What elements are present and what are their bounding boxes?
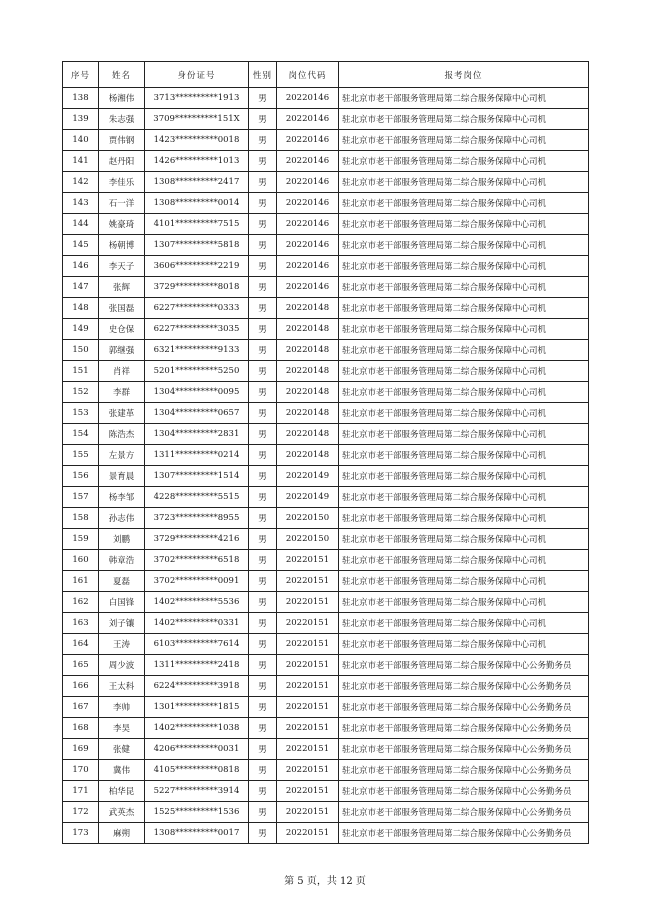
- cell-seq: 168: [63, 718, 99, 739]
- cell-seq: 154: [63, 424, 99, 445]
- cell-name: 刘鹏: [99, 529, 145, 550]
- cell-position: 驻北京市老干部服务管理局第二综合服务保障中心公务勤务员: [339, 760, 589, 781]
- cell-id-number: 1402**********1038: [145, 718, 249, 739]
- cell-position: 驻北京市老干部服务管理局第二综合服务保障中心司机: [339, 403, 589, 424]
- cell-id-number: 4206**********0031: [145, 739, 249, 760]
- cell-seq: 165: [63, 655, 99, 676]
- table-row: [63, 361, 589, 382]
- cell-position-code: 20220146: [277, 109, 339, 130]
- cell-name: 陈浩杰: [99, 424, 145, 445]
- cell-name: 杨湘伟: [99, 88, 145, 109]
- cell-gender: 男: [249, 760, 277, 781]
- cell-position-code: 20220150: [277, 529, 339, 550]
- cell-seq: 156: [63, 466, 99, 487]
- cell-position: 驻北京市老干部服务管理局第二综合服务保障中心司机: [339, 340, 589, 361]
- cell-id-number: 1304**********2831: [145, 424, 249, 445]
- applicant-table: [62, 61, 589, 844]
- table-row: [63, 298, 589, 319]
- cell-position: 驻北京市老干部服务管理局第二综合服务保障中心公务勤务员: [339, 697, 589, 718]
- cell-name: 张建革: [99, 403, 145, 424]
- cell-seq: 171: [63, 781, 99, 802]
- cell-gender: 男: [249, 319, 277, 340]
- cell-seq: 138: [63, 88, 99, 109]
- cell-gender: 男: [249, 214, 277, 235]
- cell-position-code: 20220148: [277, 403, 339, 424]
- cell-position-code: 20220148: [277, 298, 339, 319]
- cell-seq: 167: [63, 697, 99, 718]
- cell-name: 张健: [99, 739, 145, 760]
- cell-position-code: 20220151: [277, 592, 339, 613]
- cell-id-number: 6321**********9133: [145, 340, 249, 361]
- table-row: [63, 571, 589, 592]
- cell-gender: 男: [249, 235, 277, 256]
- cell-position-code: 20220151: [277, 781, 339, 802]
- cell-gender: 男: [249, 445, 277, 466]
- cell-id-number: 5227**********3914: [145, 781, 249, 802]
- table-row: [63, 151, 589, 172]
- cell-id-number: 1307**********5818: [145, 235, 249, 256]
- table-row: [63, 424, 589, 445]
- table-row: [63, 319, 589, 340]
- table-row: [63, 823, 589, 844]
- table-row: [63, 340, 589, 361]
- cell-gender: 男: [249, 781, 277, 802]
- cell-position: 驻北京市老干部服务管理局第二综合服务保障中心司机: [339, 592, 589, 613]
- table-row: [63, 550, 589, 571]
- cell-seq: 160: [63, 550, 99, 571]
- cell-position-code: 20220148: [277, 382, 339, 403]
- cell-position: 驻北京市老干部服务管理局第二综合服务保障中心司机: [339, 466, 589, 487]
- table-row: [63, 697, 589, 718]
- cell-id-number: 3702**********0091: [145, 571, 249, 592]
- cell-gender: 男: [249, 88, 277, 109]
- cell-gender: 男: [249, 823, 277, 844]
- cell-gender: 男: [249, 361, 277, 382]
- cell-name: 白国锋: [99, 592, 145, 613]
- cell-seq: 153: [63, 403, 99, 424]
- cell-position: 驻北京市老干部服务管理局第二综合服务保障中心司机: [339, 193, 589, 214]
- cell-gender: 男: [249, 193, 277, 214]
- cell-position-code: 20220148: [277, 319, 339, 340]
- cell-gender: 男: [249, 655, 277, 676]
- cell-position-code: 20220151: [277, 739, 339, 760]
- cell-id-number: 1304**********0657: [145, 403, 249, 424]
- cell-name: 左景方: [99, 445, 145, 466]
- cell-name: 韩章浩: [99, 550, 145, 571]
- cell-gender: 男: [249, 151, 277, 172]
- cell-name: 王太科: [99, 676, 145, 697]
- cell-position: 驻北京市老干部服务管理局第二综合服务保障中心司机: [339, 277, 589, 298]
- cell-position-code: 20220148: [277, 445, 339, 466]
- cell-position-code: 20220151: [277, 613, 339, 634]
- cell-id-number: 1308**********0014: [145, 193, 249, 214]
- table-header-row: [63, 62, 589, 88]
- cell-position-code: 20220146: [277, 193, 339, 214]
- cell-position-code: 20220151: [277, 718, 339, 739]
- cell-name: 景育晨: [99, 466, 145, 487]
- cell-seq: 170: [63, 760, 99, 781]
- table-row: [63, 634, 589, 655]
- cell-gender: 男: [249, 802, 277, 823]
- cell-id-number: 1308**********2417: [145, 172, 249, 193]
- cell-id-number: 1311**********0214: [145, 445, 249, 466]
- cell-id-number: 3606**********2219: [145, 256, 249, 277]
- cell-seq: 150: [63, 340, 99, 361]
- cell-position: 驻北京市老干部服务管理局第二综合服务保障中心司机: [339, 613, 589, 634]
- header-seq: 序号: [63, 62, 99, 88]
- cell-name: 孙志伟: [99, 508, 145, 529]
- cell-gender: 男: [249, 529, 277, 550]
- cell-seq: 164: [63, 634, 99, 655]
- cell-gender: 男: [249, 592, 277, 613]
- cell-position-code: 20220146: [277, 88, 339, 109]
- header-gender: 性别: [249, 62, 277, 88]
- cell-position-code: 20220151: [277, 823, 339, 844]
- cell-id-number: 1311**********2418: [145, 655, 249, 676]
- cell-position-code: 20220146: [277, 130, 339, 151]
- cell-gender: 男: [249, 382, 277, 403]
- cell-id-number: 4228**********5515: [145, 487, 249, 508]
- table-row: [63, 88, 589, 109]
- cell-position-code: 20220146: [277, 214, 339, 235]
- header-name: 姓名: [99, 62, 145, 88]
- cell-seq: 146: [63, 256, 99, 277]
- cell-id-number: 1402**********0331: [145, 613, 249, 634]
- cell-position-code: 20220146: [277, 151, 339, 172]
- cell-gender: 男: [249, 424, 277, 445]
- cell-gender: 男: [249, 130, 277, 151]
- table-row: [63, 382, 589, 403]
- table-row: [63, 256, 589, 277]
- cell-position: 驻北京市老干部服务管理局第二综合服务保障中心司机: [339, 445, 589, 466]
- table-row: [63, 592, 589, 613]
- cell-gender: 男: [249, 613, 277, 634]
- cell-id-number: 6227**********3035: [145, 319, 249, 340]
- cell-position-code: 20220151: [277, 760, 339, 781]
- cell-gender: 男: [249, 256, 277, 277]
- cell-seq: 142: [63, 172, 99, 193]
- cell-seq: 144: [63, 214, 99, 235]
- table-row: [63, 193, 589, 214]
- cell-position-code: 20220151: [277, 802, 339, 823]
- cell-position: 驻北京市老干部服务管理局第二综合服务保障中心公务勤务员: [339, 676, 589, 697]
- cell-position: 驻北京市老干部服务管理局第二综合服务保障中心司机: [339, 235, 589, 256]
- table-row: [63, 235, 589, 256]
- cell-position: 驻北京市老干部服务管理局第二综合服务保障中心公务勤务员: [339, 718, 589, 739]
- table-row: [63, 529, 589, 550]
- cell-position: 驻北京市老干部服务管理局第二综合服务保障中心司机: [339, 109, 589, 130]
- cell-name: 史仓保: [99, 319, 145, 340]
- cell-gender: 男: [249, 739, 277, 760]
- cell-position: 驻北京市老干部服务管理局第二综合服务保障中心司机: [339, 361, 589, 382]
- cell-seq: 139: [63, 109, 99, 130]
- cell-position: 驻北京市老干部服务管理局第二综合服务保障中心司机: [339, 424, 589, 445]
- cell-position-code: 20220151: [277, 634, 339, 655]
- cell-position-code: 20220146: [277, 235, 339, 256]
- cell-id-number: 6227**********0333: [145, 298, 249, 319]
- cell-seq: 157: [63, 487, 99, 508]
- cell-position: 驻北京市老干部服务管理局第二综合服务保障中心司机: [339, 634, 589, 655]
- cell-seq: 169: [63, 739, 99, 760]
- table-body: [63, 88, 589, 844]
- cell-name: 张辉: [99, 277, 145, 298]
- cell-position: 驻北京市老干部服务管理局第二综合服务保障中心司机: [339, 151, 589, 172]
- page-footer: 第 5 页，共 12 页: [284, 876, 366, 887]
- cell-position-code: 20220146: [277, 256, 339, 277]
- cell-position: 驻北京市老干部服务管理局第二综合服务保障中心公务勤务员: [339, 739, 589, 760]
- cell-id-number: 3713**********1913: [145, 88, 249, 109]
- cell-name: 郭继强: [99, 340, 145, 361]
- cell-id-number: 1423**********0018: [145, 130, 249, 151]
- cell-position: 驻北京市老干部服务管理局第二综合服务保障中心公务勤务员: [339, 802, 589, 823]
- header-id-number: 身份证号: [145, 62, 249, 88]
- table-row: [63, 802, 589, 823]
- cell-position: 驻北京市老干部服务管理局第二综合服务保障中心司机: [339, 319, 589, 340]
- table-row: [63, 403, 589, 424]
- table-row: [63, 655, 589, 676]
- cell-position: 驻北京市老干部服务管理局第二综合服务保障中心司机: [339, 382, 589, 403]
- cell-seq: 152: [63, 382, 99, 403]
- cell-name: 张国磊: [99, 298, 145, 319]
- cell-seq: 161: [63, 571, 99, 592]
- cell-name: 麻朔: [99, 823, 145, 844]
- header-position: 报考岗位: [339, 62, 589, 88]
- cell-name: 周少波: [99, 655, 145, 676]
- cell-position-code: 20220149: [277, 466, 339, 487]
- cell-name: 杨朝博: [99, 235, 145, 256]
- table-row: [63, 466, 589, 487]
- cell-gender: 男: [249, 466, 277, 487]
- cell-position: 驻北京市老干部服务管理局第二综合服务保障中心司机: [339, 214, 589, 235]
- cell-name: 李佳乐: [99, 172, 145, 193]
- cell-seq: 140: [63, 130, 99, 151]
- cell-id-number: 6103**********7614: [145, 634, 249, 655]
- cell-name: 赵丹阳: [99, 151, 145, 172]
- table-row: [63, 508, 589, 529]
- cell-name: 杨李邹: [99, 487, 145, 508]
- cell-position: 驻北京市老干部服务管理局第二综合服务保障中心公务勤务员: [339, 823, 589, 844]
- cell-id-number: 5201**********5250: [145, 361, 249, 382]
- cell-id-number: 1402**********5536: [145, 592, 249, 613]
- cell-seq: 151: [63, 361, 99, 382]
- cell-name: 李群: [99, 382, 145, 403]
- cell-seq: 143: [63, 193, 99, 214]
- table-row: [63, 676, 589, 697]
- cell-name: 刘子镶: [99, 613, 145, 634]
- cell-name: 冀伟: [99, 760, 145, 781]
- cell-name: 夏磊: [99, 571, 145, 592]
- cell-seq: 172: [63, 802, 99, 823]
- cell-name: 武英杰: [99, 802, 145, 823]
- cell-id-number: 1308**********0017: [145, 823, 249, 844]
- cell-position: 驻北京市老干部服务管理局第二综合服务保障中心司机: [339, 298, 589, 319]
- cell-gender: 男: [249, 571, 277, 592]
- cell-name: 朱志强: [99, 109, 145, 130]
- cell-name: 李昊: [99, 718, 145, 739]
- cell-position: 驻北京市老干部服务管理局第二综合服务保障中心司机: [339, 256, 589, 277]
- table-row: [63, 718, 589, 739]
- cell-gender: 男: [249, 298, 277, 319]
- table-row: [63, 781, 589, 802]
- cell-gender: 男: [249, 403, 277, 424]
- header-position-code: 岗位代码: [277, 62, 339, 88]
- cell-id-number: 1301**********1815: [145, 697, 249, 718]
- cell-name: 贾伟钢: [99, 130, 145, 151]
- cell-id-number: 3709**********151X: [145, 109, 249, 130]
- cell-position: 驻北京市老干部服务管理局第二综合服务保障中心司机: [339, 529, 589, 550]
- cell-position: 驻北京市老干部服务管理局第二综合服务保障中心司机: [339, 550, 589, 571]
- table-row: [63, 130, 589, 151]
- cell-position: 驻北京市老干部服务管理局第二综合服务保障中心司机: [339, 172, 589, 193]
- cell-seq: 147: [63, 277, 99, 298]
- table-row: [63, 445, 589, 466]
- cell-seq: 145: [63, 235, 99, 256]
- table-row: [63, 760, 589, 781]
- cell-position-code: 20220151: [277, 655, 339, 676]
- table-row: [63, 613, 589, 634]
- cell-seq: 149: [63, 319, 99, 340]
- cell-position: 驻北京市老干部服务管理局第二综合服务保障中心公务勤务员: [339, 781, 589, 802]
- cell-position-code: 20220151: [277, 550, 339, 571]
- cell-gender: 男: [249, 718, 277, 739]
- table-row: [63, 214, 589, 235]
- cell-seq: 155: [63, 445, 99, 466]
- cell-gender: 男: [249, 487, 277, 508]
- cell-name: 柏华昆: [99, 781, 145, 802]
- cell-position-code: 20220151: [277, 697, 339, 718]
- cell-seq: 148: [63, 298, 99, 319]
- cell-gender: 男: [249, 172, 277, 193]
- cell-position-code: 20220146: [277, 277, 339, 298]
- cell-gender: 男: [249, 634, 277, 655]
- cell-name: 王涛: [99, 634, 145, 655]
- cell-id-number: 1304**********0095: [145, 382, 249, 403]
- cell-id-number: 6224**********3918: [145, 676, 249, 697]
- cell-id-number: 1307**********1514: [145, 466, 249, 487]
- cell-name: 肖祥: [99, 361, 145, 382]
- table-row: [63, 487, 589, 508]
- cell-position: 驻北京市老干部服务管理局第二综合服务保障中心司机: [339, 88, 589, 109]
- cell-position: 驻北京市老干部服务管理局第二综合服务保障中心司机: [339, 508, 589, 529]
- cell-position-code: 20220150: [277, 508, 339, 529]
- table-row: [63, 739, 589, 760]
- cell-position: 驻北京市老干部服务管理局第二综合服务保障中心公务勤务员: [339, 655, 589, 676]
- cell-position-code: 20220148: [277, 340, 339, 361]
- cell-position-code: 20220146: [277, 172, 339, 193]
- cell-gender: 男: [249, 550, 277, 571]
- cell-position: 驻北京市老干部服务管理局第二综合服务保障中心司机: [339, 487, 589, 508]
- cell-position: 驻北京市老干部服务管理局第二综合服务保障中心司机: [339, 130, 589, 151]
- cell-id-number: 3702**********6518: [145, 550, 249, 571]
- cell-position-code: 20220151: [277, 676, 339, 697]
- cell-position-code: 20220148: [277, 361, 339, 382]
- cell-gender: 男: [249, 277, 277, 298]
- cell-id-number: 1426**********1013: [145, 151, 249, 172]
- cell-id-number: 4105**********0818: [145, 760, 249, 781]
- cell-gender: 男: [249, 508, 277, 529]
- cell-id-number: 3723**********8955: [145, 508, 249, 529]
- cell-name: 姚豪琦: [99, 214, 145, 235]
- cell-seq: 162: [63, 592, 99, 613]
- table-row: [63, 277, 589, 298]
- cell-seq: 163: [63, 613, 99, 634]
- cell-id-number: 1525**********1536: [145, 802, 249, 823]
- cell-id-number: 3729**********8018: [145, 277, 249, 298]
- cell-seq: 173: [63, 823, 99, 844]
- table-row: [63, 172, 589, 193]
- cell-seq: 166: [63, 676, 99, 697]
- cell-id-number: 4101**********7515: [145, 214, 249, 235]
- cell-seq: 159: [63, 529, 99, 550]
- cell-name: 李帅: [99, 697, 145, 718]
- cell-name: 石一洋: [99, 193, 145, 214]
- cell-name: 李天子: [99, 256, 145, 277]
- cell-position-code: 20220149: [277, 487, 339, 508]
- cell-seq: 141: [63, 151, 99, 172]
- cell-position-code: 20220151: [277, 571, 339, 592]
- cell-gender: 男: [249, 109, 277, 130]
- cell-gender: 男: [249, 340, 277, 361]
- cell-gender: 男: [249, 697, 277, 718]
- table-row: [63, 109, 589, 130]
- cell-position-code: 20220148: [277, 424, 339, 445]
- cell-seq: 158: [63, 508, 99, 529]
- cell-gender: 男: [249, 676, 277, 697]
- cell-position: 驻北京市老干部服务管理局第二综合服务保障中心司机: [339, 571, 589, 592]
- cell-id-number: 3729**********4216: [145, 529, 249, 550]
